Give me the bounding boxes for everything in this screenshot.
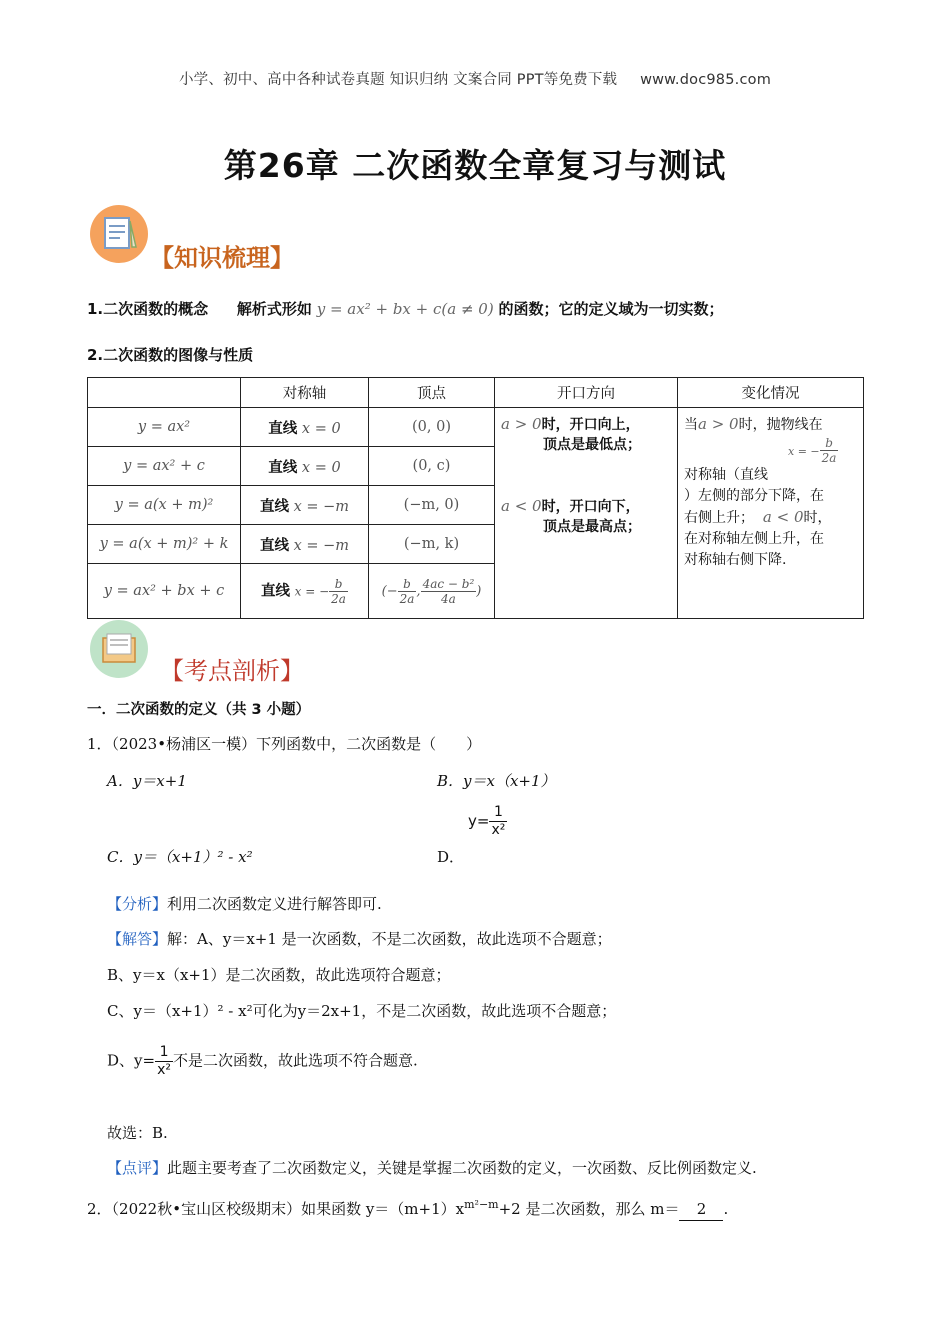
formula-cell: y = ax² (88, 408, 241, 447)
axis-label: 直线 (259, 537, 289, 554)
option-d[interactable]: D． (437, 848, 465, 866)
open1-math: a > 0 (501, 415, 542, 433)
analysis-line (107, 893, 382, 915)
option-d-formula (468, 804, 507, 839)
solution-d-pre: D、y= (107, 1051, 156, 1070)
concept-text-a: 解析式形如 (236, 300, 312, 318)
q2-end: . (723, 1200, 729, 1218)
solution-text: 解：A、y＝x+1 是一次函数，不是二次函数，故此选项不合题意； (167, 930, 612, 948)
header-url[interactable]: www.doc985.com (640, 72, 772, 88)
solution-b: B、y＝x（x+1）是二次函数，故此选项符合题意； (107, 966, 451, 984)
open1-text2: 顶点是最低点； (543, 437, 641, 453)
axis-label: 直线 (268, 420, 298, 437)
table-header-row (88, 378, 864, 408)
solution-line (107, 928, 612, 950)
change-text: 对称轴（直线 (684, 467, 768, 483)
frac-denominator: 4a (441, 591, 456, 606)
frac-denominator: 2a (399, 591, 415, 606)
q2-text-b: +2 是二次函数，那么 m＝ (498, 1200, 680, 1218)
table-header: 对称轴 (241, 378, 369, 408)
table-header: 变化情况 (678, 378, 864, 408)
open2-math: a < 0 (501, 497, 542, 515)
change-frac-pre: x = − (788, 444, 820, 458)
change-text: 时，抛物线在 (738, 417, 823, 433)
change-text: 在对称轴左侧上升，在 (684, 531, 824, 547)
open2-text: 时，开口向下， (541, 499, 640, 515)
option-d-pre: y= (468, 812, 490, 830)
review-line (107, 1157, 757, 1179)
axis-value: x = 0 (301, 459, 341, 476)
q2-text-a: 2．（2022秋•宝山区校级期末）如果函数 y＝（m+1）x (87, 1200, 465, 1218)
vertex-pre: (− (381, 583, 398, 599)
change-text: ）左侧的部分下降，在 (684, 488, 824, 504)
concept-label: 1.二次函数的概念 (87, 300, 209, 318)
solution-d (107, 1044, 418, 1079)
vertex-cell (369, 564, 495, 619)
solution-c: C、y＝（x+1）² - x²可化为y＝2x+1，不是二次函数，故此选项不合题意； (107, 1002, 617, 1020)
page-header (0, 68, 950, 89)
axis-label: 直线 (268, 459, 298, 476)
solution-d-post: 不是二次函数，故此选项不符合题意. (172, 1051, 418, 1070)
change-text: 右侧上升； (684, 510, 754, 526)
solution-tag: 【解答】 (107, 930, 168, 948)
properties-table (87, 377, 864, 619)
formula-cell: y = a(x + m)² + k (88, 525, 241, 564)
axis-value: x = −m (293, 498, 350, 515)
formula-cell: y = a(x + m)² (88, 486, 241, 525)
frac-numerator: b (329, 577, 348, 592)
concept-formula: y = ax² + bx + c(a ≠ 0) (316, 300, 494, 318)
option-c[interactable]: C．y＝（x+1）² - x² (107, 848, 253, 866)
axis-label: 直线 (261, 583, 291, 599)
change-cell (678, 408, 864, 619)
part-title: 一．二次函数的定义（共 3 小题） (87, 702, 311, 718)
vertex-cell: (−m, 0) (369, 486, 495, 525)
q2-answer-blank[interactable]: 2 (679, 1198, 723, 1221)
q2-exponent: m²−m (464, 1198, 499, 1211)
axis-label: 直线 (259, 498, 289, 515)
frac-denominator: x² (157, 1062, 171, 1078)
review-text: 此题主要考查了二次函数定义，关键是掌握二次函数的定义，一次函数、反比例函数定义. (167, 1159, 757, 1177)
axis-value: x = −m (293, 537, 350, 554)
table-header: 开口方向 (495, 378, 678, 408)
axis-value-pre: x = − (294, 584, 330, 598)
answer-choice: 故选：B. (107, 1124, 168, 1142)
change-text: 时， (803, 510, 832, 526)
frac-numerator: b (820, 436, 839, 451)
frac-numerator: 1 (489, 804, 507, 822)
open1-text: 时，开口向上， (541, 417, 640, 433)
folder-icon (90, 620, 148, 678)
frac-denominator: 2a (821, 451, 837, 465)
change-text: 对称轴右侧下降. (684, 552, 787, 568)
option-b[interactable]: B．y＝x（x+1） (437, 772, 556, 790)
opening-cell (495, 408, 678, 619)
option-a[interactable]: A．y＝x+1 (107, 772, 187, 790)
vertex-cell: (0, c) (369, 447, 495, 486)
table-header: 顶点 (369, 378, 495, 408)
formula-cell: y = ax² + bx + c (88, 564, 241, 619)
question-2-stem (87, 1194, 728, 1221)
analysis-text: 利用二次函数定义进行解答即可. (167, 895, 382, 913)
frac-numerator: b (398, 577, 417, 592)
concept-text-b: 的函数；它的定义域为一切实数； (498, 300, 724, 318)
table-header (88, 378, 241, 408)
notebook-icon (90, 205, 148, 263)
concept-line (87, 298, 723, 319)
graph-props-label: 2.二次函数的图像与性质 (87, 346, 254, 364)
header-text: 小学、初中、高中各种试卷真题 知识归纳 文案合同 PPT等免费下载 (178, 72, 618, 88)
analysis-tag: 【分析】 (107, 895, 168, 913)
review-tag: 【点评】 (107, 1159, 168, 1177)
frac-numerator: 4ac − b² (422, 576, 475, 591)
page-title: 第26章 二次函数全章复习与测试 (223, 146, 727, 185)
section-analysis-heading: 【考点剖析】 (160, 657, 304, 685)
formula-cell: y = ax² + c (88, 447, 241, 486)
frac-denominator: x² (491, 822, 506, 838)
change-math: a < 0 (762, 508, 804, 526)
vertex-cell: (−m, k) (369, 525, 495, 564)
table-row (88, 408, 864, 447)
change-text: 当 (684, 417, 698, 433)
change-math: a > 0 (698, 415, 739, 433)
open2-text2: 顶点是最高点； (543, 519, 641, 535)
vertex-mid: , (416, 583, 421, 599)
vertex-cell: (0, 0) (369, 408, 495, 447)
section-knowledge-heading: 【知识梳理】 (150, 244, 294, 272)
question-1-stem: 1．（2023•杨浦区一模）下列函数中，二次函数是（ ） (87, 735, 482, 753)
vertex-post: ) (476, 583, 482, 599)
axis-value: x = 0 (301, 420, 341, 437)
frac-denominator: 2a (331, 591, 346, 606)
frac-numerator: 1 (155, 1044, 173, 1062)
